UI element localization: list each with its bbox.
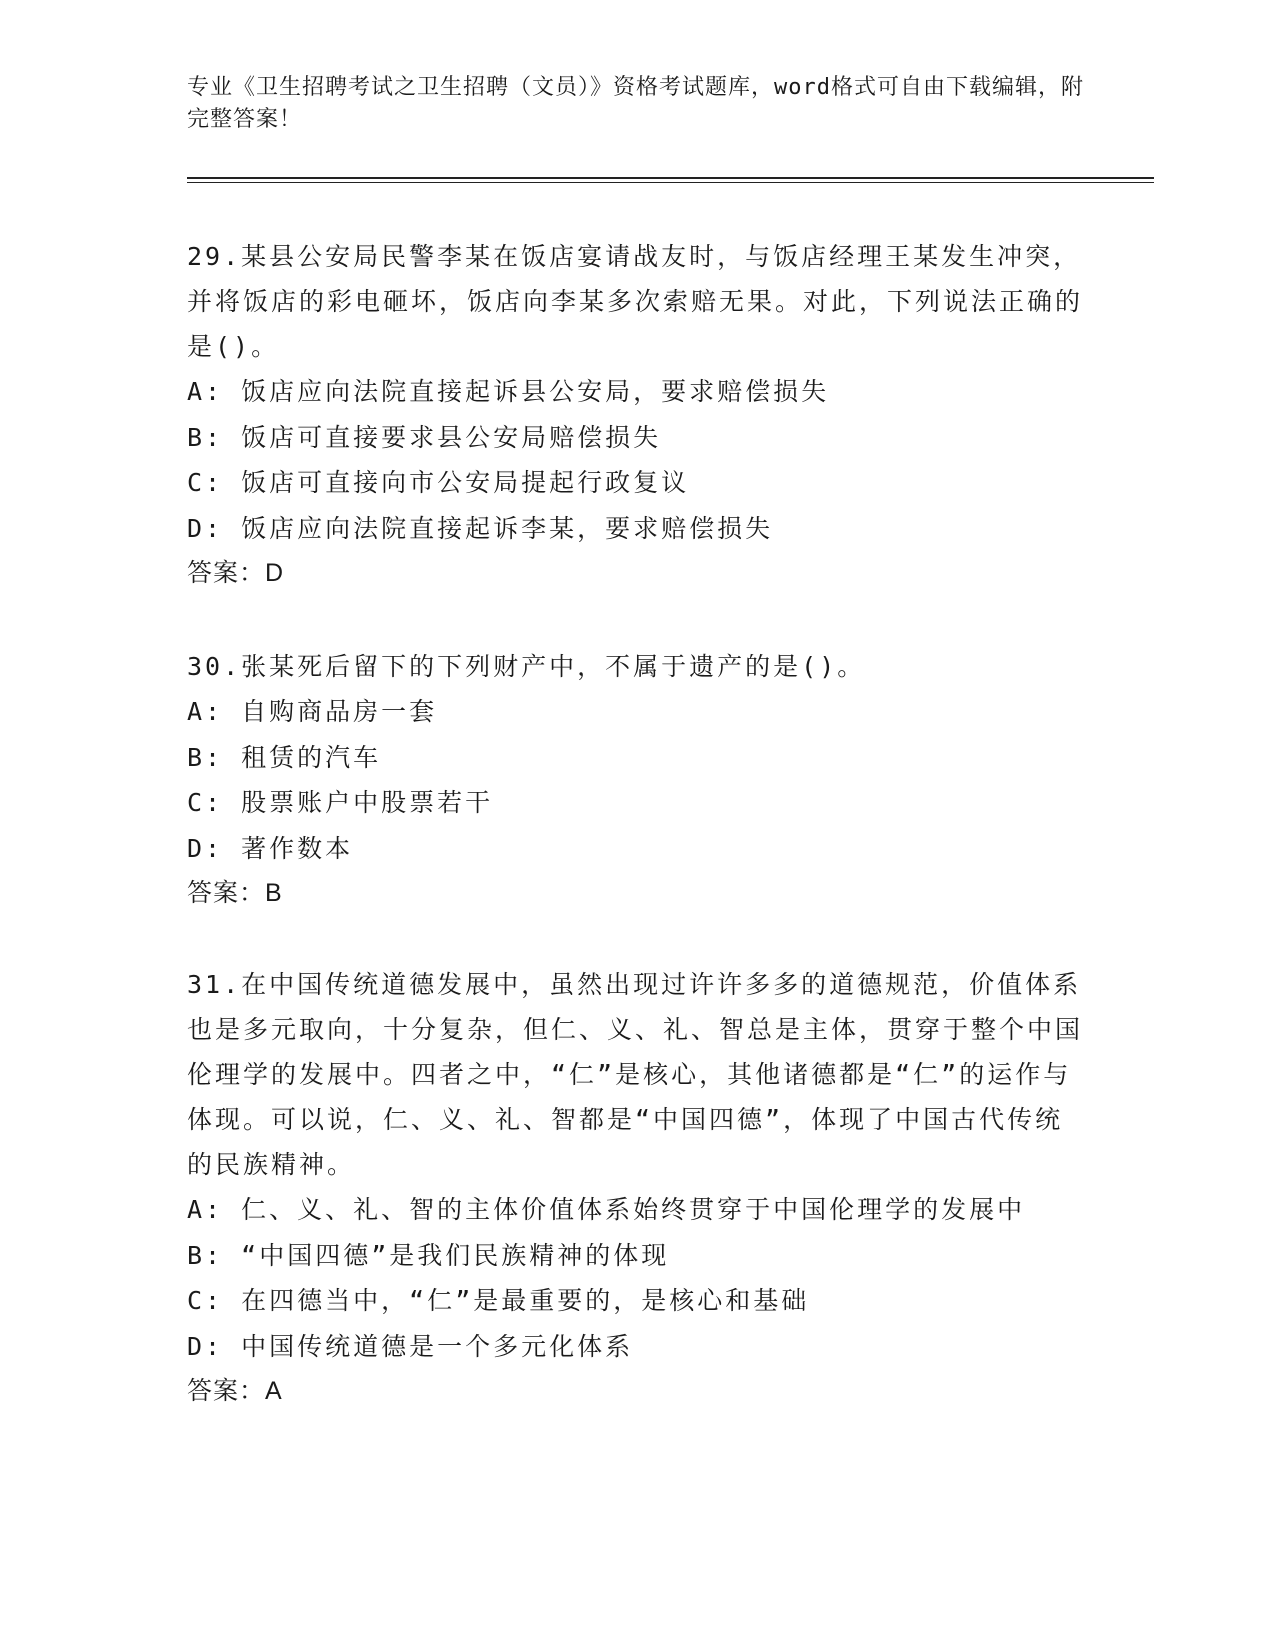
option-d: D: 中国传统道德是一个多元化体系 xyxy=(187,1331,634,1361)
answer: 答案：A xyxy=(187,1377,283,1405)
option-a: A: 自购商品房一套 xyxy=(187,697,438,726)
option-c: C: 饭店可直接向市公安局提起行政复议 xyxy=(187,468,690,497)
document-header: 专业《卫生招聘考试之卫生招聘（文员）》资格考试题库，word格式可自由下载编辑，附完整答案！ xyxy=(187,75,1084,132)
option-a: A: 饭店应向法院直接起诉县公安局，要求赔偿损失 xyxy=(187,377,830,406)
question-30 xyxy=(187,644,1087,916)
question-stem: 31.在中国传统道德发展中，虽然出现过许许多多的道德规范，价值体系也是多元取向，十分复杂，但仁、义、礼、智总是主体，贯穿于整个中国伦理学的发展中。四者之中，“仁”是核心，其他诸德都是“仁”的运作与体现。可以说，仁、义、礼、智都是“中国四德”，体现了中国古代传统的民族精神。 xyxy=(187,970,1084,1179)
option-b: B: “中国四德”是我们民族精神的体现 xyxy=(187,1240,670,1270)
question-29 xyxy=(187,234,1087,596)
question-stem: 30.张某死后留下的下列财产中，不属于遗产的是()。 xyxy=(187,652,866,681)
option-b: B: 饭店可直接要求县公安局赔偿损失 xyxy=(187,422,662,452)
option-a: A: 仁、义、礼、智的主体价值体系始终贯穿于中国伦理学的发展中 xyxy=(187,1195,1026,1224)
question-31 xyxy=(187,962,1087,1414)
option-c: C: 股票账户中股票若干 xyxy=(187,788,494,817)
answer: 答案：D xyxy=(187,559,285,587)
answer: 答案：B xyxy=(187,879,283,907)
option-c: C: 在四德当中，“仁”是最重要的，是核心和基础 xyxy=(187,1286,810,1315)
option-d: D: 饭店应向法院直接起诉李某，要求赔偿损失 xyxy=(187,513,774,543)
option-b: B: 租赁的汽车 xyxy=(187,742,382,772)
header-divider xyxy=(187,177,1154,183)
question-stem: 29.某县公安局民警李某在饭店宴请战友时，与饭店经理王某发生冲突，并将饭店的彩电砸坏，饭店向李某多次索赔无果。对此，下列说法正确的是()。 xyxy=(187,242,1084,361)
option-d: D: 著作数本 xyxy=(187,833,354,863)
